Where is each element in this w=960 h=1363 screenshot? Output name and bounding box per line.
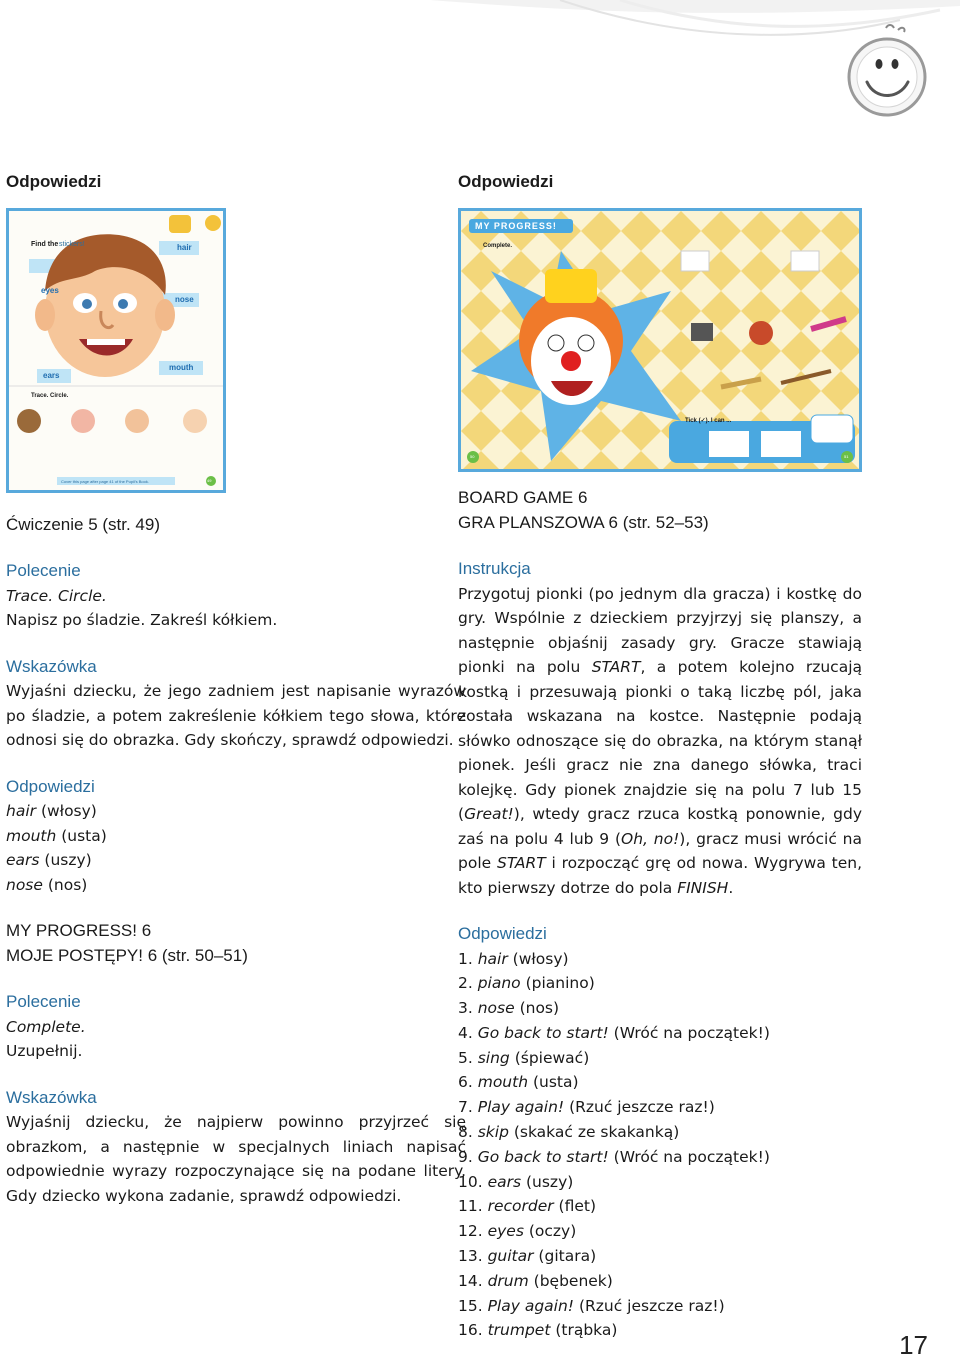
progress-title-block: [6, 919, 466, 968]
right-column: [458, 170, 918, 1343]
answer-item: 6. mouth (usta): [458, 1073, 579, 1092]
worksheet-thumbnail-progress: [458, 208, 862, 472]
page-number: 17: [899, 1330, 928, 1360]
answer-item: 5. sing (śpiewać): [458, 1048, 590, 1067]
exercise-title: Ćwiczenie 5 (str. 49): [6, 515, 160, 534]
worksheet-thumbnail-face: [6, 208, 226, 493]
answer-item: 10. ears (uszy): [458, 1172, 574, 1191]
odpowiedzi-block-left: [6, 775, 466, 898]
worksheet-stickers-label: stickers!: [59, 241, 85, 248]
wskazowka-text: Wyjaśnij dziecku, że najpierw powinno przyjrzeć się obrazkom, a następnie w specjalnych liniach napisać odpowiednie wyrazy rozpoczynające się na podane litery. Gdy dziecko wykona zadanie, sprawdź odpowiedzi.: [6, 1113, 466, 1205]
board-game-title-en: BOARD GAME 6: [458, 488, 588, 507]
board-game-title-pl: GRA PLANSZOWA 6 (str. 52–53): [458, 512, 709, 532]
answer-item: 9. Go back to start! (Wróć na początek!): [458, 1147, 770, 1166]
section-heading: Odpowiedzi: [6, 172, 102, 191]
answer-item: 12. eyes (oczy): [458, 1222, 577, 1241]
answer-item: 13. guitar (gitara): [458, 1247, 597, 1266]
polecenie-block-1: [6, 559, 466, 633]
answer-item: 8. skip (skakać ze skakanką): [458, 1123, 680, 1142]
instrukcja-block: [458, 557, 918, 900]
worksheet-label-eyes: eyes: [41, 286, 59, 295]
answer-item: 4. Go back to start! (Wróć na początek!): [458, 1023, 770, 1042]
wskazowka-block-1: [6, 655, 466, 753]
answer-item: 3. nose (nos): [458, 999, 560, 1018]
answer-item: 2. piano (pianino): [458, 974, 595, 993]
worksheet-label-nose: nose: [175, 295, 194, 304]
polecenie-english: Complete.: [6, 1017, 86, 1036]
worksheet-footer: Cover this page after page 41 of the Pupil's Book.: [61, 479, 149, 484]
swirl-decoration: [0, 0, 960, 140]
answer-item: ears (uszy): [6, 851, 92, 869]
left-column: [6, 170, 466, 1208]
progress-worksheet-tick: Tick (✓). I can ...: [685, 418, 732, 424]
odpowiedzi-block-right: [458, 922, 918, 1343]
polecenie-english: Trace. Circle.: [6, 586, 107, 605]
odpowiedzi-label: Odpowiedzi: [6, 776, 95, 796]
worksheet-label-hair: hair: [177, 243, 192, 252]
wskazowka-label: Wskazówka: [6, 1087, 97, 1107]
worksheet-label-mouth: mouth: [169, 363, 194, 372]
answer-list: [458, 947, 918, 1344]
wskazowka-label: Wskazówka: [6, 656, 97, 676]
answer-item: 14. drum (bębenek): [458, 1271, 613, 1290]
wskazowka-block-2: [6, 1086, 466, 1209]
answer-item: mouth (usta): [6, 826, 107, 845]
worksheet-find-label: Find the: [31, 241, 59, 248]
progress-worksheet-title: MY PROGRESS!: [475, 221, 557, 231]
instrukcja-label: Instrukcja: [458, 559, 531, 578]
polecenie-label: Polecenie: [6, 561, 81, 580]
odpowiedzi-label: Odpowiedzi: [458, 924, 547, 943]
board-game-title-block: [458, 486, 918, 535]
worksheet-label-ears: ears: [43, 371, 60, 380]
worksheet-page-number: 49: [207, 478, 212, 483]
wskazowka-text: Wyjaśni dziecku, że jego zadniem jest napisanie wyrazów po śladzie, a potem zakreślenie kółkiem tego słowa, które odnosi się do obrazka. Gdy skończy, sprawdź odpowiedzi.: [6, 682, 466, 749]
progress-worksheet-page-left: 50: [470, 454, 475, 459]
polecenie-block-2: [6, 990, 466, 1064]
answer-item: nose (nos): [6, 875, 88, 894]
smiley-mascot-icon: [842, 22, 932, 122]
header-decoration: [0, 0, 960, 140]
instrukcja-text: Przygotuj pionki (po jednym dla gracza) i kostkę do gry. Wspólnie z dzieckiem przyjrzyj się planszy, a następnie objaśnij zasady gry. Gracze stawiają pionki na polu START, a potem kolejno rzucają kostką i przesuwają pionki o taką liczbę pól, jaka została wskazana na kostce. Następnie podają słówko odnoszące się do obrazka, na którym stanął pionek. Jeśli gracz nie zna danego słówka, traci kolejkę. Gdy pionek znajdzie się na polu 7 lub 15 (Great!), wtedy gracz rzuca kostką ponownie, gdy zaś na polu 4 lub 9 (Oh, no!), gracz musi wrócić na pole START i rozpocząć grę od nowa. Wygrywa ten, kto pierwszy dotrze do pola FINISH.: [458, 584, 863, 897]
answer-item: 7. Play again! (Rzuć jeszcze raz!): [458, 1098, 715, 1117]
progress-title-pl: MOJE POSTĘPY! 6 (str. 50–51): [6, 945, 248, 965]
answer-item: 1. hair (włosy): [458, 949, 569, 968]
progress-worksheet-page-right: 51: [844, 454, 849, 459]
answer-item: 11. recorder (flet): [458, 1197, 597, 1216]
answer-item: 15. Play again! (Rzuć jeszcze raz!): [458, 1296, 725, 1315]
worksheet-trace-label: Trace. Circle.: [31, 393, 69, 399]
polecenie-polish: Uzupełnij.: [6, 1042, 83, 1060]
answer-item: 16. trumpet (trąbka): [458, 1321, 618, 1340]
progress-worksheet-complete: Complete.: [483, 243, 513, 249]
polecenie-polish: Napisz po śladzie. Zakreśl kółkiem.: [6, 611, 278, 629]
progress-title-en: MY PROGRESS! 6: [6, 921, 152, 940]
polecenie-label: Polecenie: [6, 992, 81, 1011]
section-heading: Odpowiedzi: [458, 172, 554, 191]
answer-item: hair (włosy): [6, 802, 97, 820]
